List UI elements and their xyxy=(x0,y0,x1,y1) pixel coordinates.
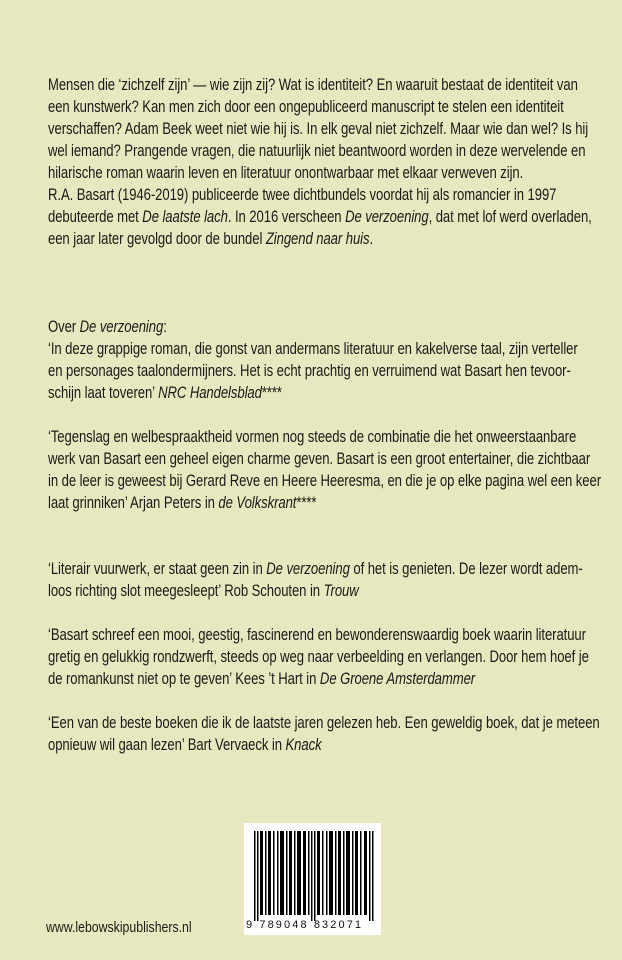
review-text: ‘Literair vuurwerk, er staat geen zin in xyxy=(48,560,267,578)
review-line: ‘Basart schreef een mooi, geestig, fascinerend en bewonderenswaardig boek waarin literatuur xyxy=(48,626,586,644)
review-source: Trouw xyxy=(323,582,359,600)
blurb-line: wel iemand? Prangende vragen, die natuurlijk niet beantwoord worden in deze wervelende en xyxy=(48,142,586,160)
blurb-line: een kunstwerk? Kan men zich door een ongepubliceerd manuscript te stelen een identiteit xyxy=(48,98,564,116)
review-text: laat grinniken’ Arjan Peters in xyxy=(48,494,219,512)
barcode-bars-icon xyxy=(254,831,374,921)
review-knack xyxy=(48,712,608,756)
review-line xyxy=(48,580,496,602)
review-line: in de leer is geweest bij Gerard Reve en Heere Heeresma, en die je op elke pagina wel een keer xyxy=(48,472,601,490)
heading-suffix: : xyxy=(163,318,167,336)
review-trouw xyxy=(48,558,608,602)
book-title: De verzoening xyxy=(266,560,350,578)
review-line xyxy=(48,734,496,756)
review-source: NRC Handelsblad xyxy=(158,384,262,402)
review-text: de romankunst niet op te geven’ Kees ’t Hart in xyxy=(48,670,320,688)
reviews-heading xyxy=(48,316,496,338)
publisher-website: www.lebowskipublishers.nl xyxy=(46,919,192,936)
review-text: loos richting slot meegesleept’ Rob Schouten in xyxy=(48,582,324,600)
book-title: De laatste lach xyxy=(142,208,228,226)
review-nrc xyxy=(48,316,608,404)
bio-line xyxy=(48,228,496,250)
bio-text: , dat met lof werd overladen, xyxy=(428,208,592,226)
review-text: schijn laat toveren’ xyxy=(48,384,159,402)
review-source: de Volkskrant xyxy=(218,494,297,512)
review-rating: **** xyxy=(296,494,317,512)
review-rating: **** xyxy=(261,384,282,402)
heading-prefix: Over xyxy=(48,318,80,336)
book-title: De verzoening xyxy=(345,208,429,226)
blurb-line: Mensen die ‘zichzelf zijn’ — wie zijn zij? Wat is identiteit? En waaruit bestaat de identiteit van xyxy=(48,76,578,94)
blurb-paragraph xyxy=(48,74,608,184)
review-volkskrant xyxy=(48,426,608,514)
bio-text: . xyxy=(369,230,374,248)
review-text: opnieuw wil gaan lezen’ Bart Vervaeck in xyxy=(48,736,286,754)
bio-line: R.A. Basart (1946-2019) publiceerde twee dichtbundels voordat hij als romancier in 1997 xyxy=(48,186,557,204)
author-bio xyxy=(48,184,608,250)
bio-line xyxy=(48,206,592,228)
review-line: gretig en gelukkig rondzwerft, steeds op weg naar verbeelding en verlangen. Door hem hoef je xyxy=(48,648,589,666)
review-line: ‘Een van de beste boeken die ik de laatste jaren gelezen heb. Een geweldig boek, dat je meteen xyxy=(48,714,600,732)
book-title: Zingend naar huis xyxy=(265,230,370,248)
bio-text: debuteerde met xyxy=(48,208,143,226)
review-line: werk van Basart een geheel eigen charme geven. Basart is een groot entertainer, die zichtbaar xyxy=(48,450,591,468)
isbn-barcode xyxy=(244,823,381,935)
review-line xyxy=(48,558,583,580)
review-groene xyxy=(48,624,608,690)
review-source: Knack xyxy=(285,736,322,754)
blurb-line: verschaffen? Adam Beek weet niet wie hij is. In elk geval niet zichzelf. Maar wie dan wel? Is hij xyxy=(48,120,589,138)
review-line: ‘Tegenslag en welbespraaktheid vormen nog steeds de combinatie die het onweerstaanbare xyxy=(48,428,577,446)
review-line xyxy=(48,382,496,404)
review-text: of het is genieten. De lezer wordt adem- xyxy=(349,560,583,578)
bio-text: een jaar later gevolgd door de bundel xyxy=(48,230,266,248)
heading-title: De verzoening xyxy=(79,318,164,336)
isbn-number: 9 789048 832071 xyxy=(246,919,364,931)
review-line: en personages taalondermijners. Het is echt prachtig en verruimend wat Basart hen tevoor- xyxy=(48,362,571,380)
bio-text: . In 2016 verscheen xyxy=(227,208,346,226)
review-line xyxy=(48,668,496,690)
review-source: De Groene Amsterdammer xyxy=(319,670,476,688)
review-line: ‘In deze grappige roman, die gonst van andermans literatuur en kakelverse taal, zijn verteller xyxy=(48,340,578,358)
blurb-line: hilarische roman waarin leven en literatuur onontwarbaar met elkaar verweven zijn. xyxy=(48,164,524,182)
review-line xyxy=(48,492,496,514)
